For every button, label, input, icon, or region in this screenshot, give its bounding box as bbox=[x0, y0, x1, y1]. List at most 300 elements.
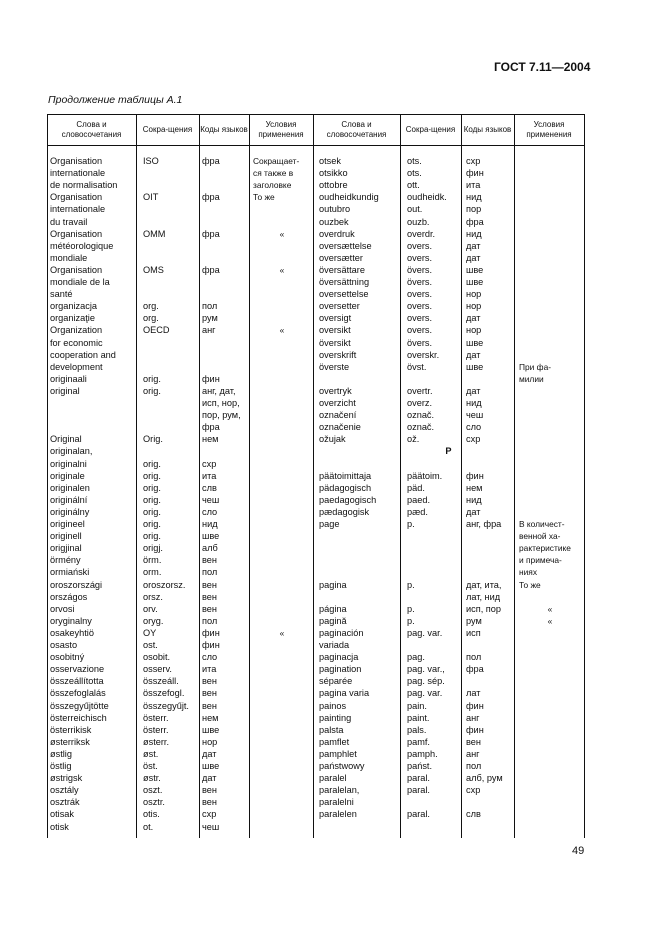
left-abbreviation-cell: ISO bbox=[143, 156, 159, 166]
right-language-code-cell: лат bbox=[466, 688, 481, 699]
column-divider bbox=[136, 114, 137, 838]
left-word-cell: originální bbox=[50, 494, 88, 505]
right-word-cell: pamflet bbox=[319, 736, 350, 747]
right-language-code-cell: алб, рум bbox=[466, 773, 503, 784]
left-usage-note: « bbox=[279, 228, 285, 239]
left-abbreviation-cell: összefogl. bbox=[143, 688, 185, 699]
left-language-code-cell: пол bbox=[202, 567, 218, 578]
left-word-cell: országos bbox=[50, 591, 88, 602]
right-abbreviation-cell: pamf. bbox=[407, 736, 430, 747]
left-language-code-cell: шве bbox=[202, 761, 220, 771]
right-word-cell: overskrift bbox=[319, 349, 357, 360]
left-language-code-cell: вен bbox=[202, 579, 217, 590]
left-abbreviation-cell: origj. bbox=[143, 543, 163, 554]
left-word-cell: otisak bbox=[50, 809, 75, 820]
right-word-cell: paginacja bbox=[319, 652, 359, 663]
left-language-code-cell: вен bbox=[202, 591, 217, 602]
left-abbreviation-cell: orig. bbox=[143, 458, 161, 469]
right-usage-note: ниях bbox=[519, 567, 538, 578]
left-abbreviation-cell: ot. bbox=[143, 821, 154, 832]
right-language-code-cell: пор bbox=[466, 204, 482, 215]
right-language-code-cell: слв bbox=[466, 809, 481, 820]
left-word-cell: santé bbox=[50, 289, 73, 300]
right-abbreviation-cell: overdr. bbox=[407, 228, 436, 239]
left-word-cell: osztály bbox=[50, 785, 79, 796]
right-abbreviation-cell: päd. bbox=[407, 482, 425, 493]
right-language-code-cell: шве bbox=[466, 337, 484, 348]
left-word-cell: originaali bbox=[50, 373, 87, 384]
left-word-cell: mondiale de la bbox=[50, 277, 110, 287]
left-language-code-cell: нем bbox=[202, 712, 219, 723]
right-abbreviation-cell: pag. sép. bbox=[407, 676, 445, 687]
right-abbreviation-cell: overs. bbox=[407, 325, 433, 336]
left-word-cell: Organization bbox=[50, 325, 103, 336]
left-language-code-cell: вен bbox=[202, 676, 217, 687]
right-word-cell: pädagogisch bbox=[319, 482, 372, 493]
right-language-code-cell: пол bbox=[466, 761, 482, 771]
left-language-code-cell: нор bbox=[202, 736, 218, 747]
left-word-cell: origjinal bbox=[50, 543, 82, 554]
left-abbreviation-cell: összegyűjt. bbox=[143, 700, 189, 711]
right-usage-note: милии bbox=[519, 373, 544, 384]
left-language-code-cell: схр bbox=[202, 458, 217, 469]
left-abbreviation-cell: otis. bbox=[143, 809, 160, 820]
right-abbreviation-cell: označ. bbox=[407, 422, 435, 433]
right-abbreviation-cell: paed. bbox=[407, 494, 430, 505]
left-word-cell: organizacja bbox=[50, 301, 97, 312]
left-word-cell: ormiański bbox=[50, 567, 90, 578]
left-abbreviation-cell: oroszorsz. bbox=[143, 579, 186, 590]
right-usage-note: рактеристике bbox=[519, 543, 571, 554]
left-word-cell: oroszországi bbox=[50, 579, 103, 590]
left-language-code-cell: слв bbox=[202, 482, 217, 493]
right-usage-note: В количест- bbox=[519, 519, 565, 529]
column-divider bbox=[514, 114, 515, 838]
right-language-code-cell: фра bbox=[466, 664, 484, 675]
right-language-code-cell: дат, ита, bbox=[466, 579, 502, 590]
right-abbreviation-cell: oudheidk. bbox=[407, 192, 447, 203]
right-word-cell: otsikko bbox=[319, 168, 348, 179]
left-word-cell: österreichisch bbox=[50, 712, 107, 723]
right-abbreviation-cell: overs. bbox=[407, 289, 433, 300]
right-language-code-cell: шве bbox=[466, 277, 484, 287]
left-word-cell: de normalisation bbox=[50, 180, 118, 191]
right-abbreviation-cell: p. bbox=[407, 579, 415, 590]
left-language-code-cell: вен bbox=[202, 603, 217, 614]
header-abbreviations-2: Сокра-щения bbox=[405, 124, 456, 134]
right-language-code-cell: нид bbox=[466, 494, 482, 505]
left-usage-note: « bbox=[279, 264, 285, 275]
left-usage-note: Сокращает- bbox=[253, 156, 300, 166]
right-usage-note: « bbox=[547, 603, 553, 614]
right-word-cell: overtryk bbox=[319, 385, 352, 396]
header-words: Слова и словосочетания bbox=[61, 119, 122, 139]
left-abbreviation-cell: OY bbox=[143, 627, 157, 638]
right-language-code-cell: рум bbox=[466, 615, 482, 626]
right-language-code-cell: вен bbox=[466, 736, 481, 747]
left-word-cell: örmény bbox=[50, 555, 81, 566]
left-language-code-cell: фра bbox=[202, 192, 220, 203]
right-abbreviation-cell: paral. bbox=[407, 809, 430, 820]
left-language-code-cell: фин bbox=[202, 640, 220, 650]
right-abbreviation-cell: ož. bbox=[407, 434, 420, 445]
right-word-cell: paginación bbox=[319, 627, 364, 638]
left-abbreviation-cell: Orig. bbox=[143, 434, 163, 445]
left-language-code-cell: фра bbox=[202, 264, 220, 275]
left-abbreviation-cell: OIT bbox=[143, 192, 159, 203]
right-word-cell: oudheidkundig bbox=[319, 192, 379, 203]
left-abbreviation-cell: org. bbox=[143, 313, 159, 324]
right-abbreviation-cell: pæd. bbox=[407, 506, 428, 517]
right-language-code-cell: анг bbox=[466, 748, 480, 759]
right-language-code-cell: шве bbox=[466, 264, 484, 275]
page-number: 49 bbox=[572, 845, 585, 857]
abbreviation-table bbox=[47, 114, 584, 838]
left-abbreviation-cell: OMS bbox=[143, 264, 164, 275]
left-abbreviation-cell: österr. bbox=[143, 712, 169, 723]
right-language-code-cell: исп bbox=[466, 627, 481, 638]
left-abbreviation-cell: österr. bbox=[143, 724, 169, 735]
left-language-code-cell: фин bbox=[202, 627, 220, 638]
right-word-cell: painting bbox=[319, 712, 352, 723]
left-word-cell: Organisation bbox=[50, 228, 103, 239]
left-abbreviation-cell: orig. bbox=[143, 482, 161, 493]
left-language-code-cell: схр bbox=[202, 809, 217, 820]
left-language-code-cell: чеш bbox=[202, 821, 220, 832]
right-abbreviation-cell: pag. bbox=[407, 652, 425, 663]
left-word-cell: originálny bbox=[50, 506, 90, 517]
left-abbreviation-cell: OECD bbox=[143, 325, 170, 336]
left-abbreviation-cell: osobit. bbox=[143, 652, 171, 663]
left-abbreviation-cell: orig. bbox=[143, 506, 161, 517]
left-abbreviation-cell: østerr. bbox=[143, 736, 170, 747]
right-word-cell: överste bbox=[319, 361, 350, 372]
left-abbreviation-cell: orig. bbox=[143, 385, 161, 396]
left-abbreviation-cell: ost. bbox=[143, 640, 158, 650]
right-word-cell: oversetter bbox=[319, 301, 360, 312]
right-abbreviation-cell: out. bbox=[407, 204, 423, 215]
right-language-code-cell: фин bbox=[466, 470, 484, 481]
right-language-code-cell: дат bbox=[466, 349, 481, 360]
right-word-cell: označení bbox=[319, 410, 357, 421]
right-abbreviation-cell: overs. bbox=[407, 301, 433, 312]
left-abbreviation-cell: øst. bbox=[143, 748, 159, 759]
table-continuation-caption: Продолжение таблицы А.1 bbox=[48, 94, 183, 106]
left-usage-note: заголовке bbox=[253, 180, 292, 191]
left-language-code-cell: пол bbox=[202, 615, 218, 626]
right-language-code-cell: пол bbox=[466, 652, 482, 663]
right-word-cell: oversettelse bbox=[319, 289, 369, 300]
left-abbreviation-cell: orig. bbox=[143, 519, 161, 529]
right-language-code-cell: дат bbox=[466, 313, 481, 324]
standard-number: ГОСТ 7.11—2004 bbox=[494, 60, 591, 74]
right-word-cell: översättning bbox=[319, 277, 370, 287]
right-language-code-cell: нор bbox=[466, 301, 482, 312]
left-abbreviation-cell: østr. bbox=[143, 773, 161, 784]
left-word-cell: orvosi bbox=[50, 603, 75, 614]
left-language-code-cell: ита bbox=[202, 664, 217, 675]
right-word-cell: otsek bbox=[319, 156, 341, 166]
right-usage-note: То же bbox=[519, 579, 541, 590]
right-word-cell: pædagogisk bbox=[319, 506, 370, 517]
right-abbreviation-cell: paral. bbox=[407, 773, 430, 784]
left-word-cell: österrikisk bbox=[50, 724, 92, 735]
right-word-cell: página bbox=[319, 603, 347, 614]
right-word-cell: pagination bbox=[319, 664, 362, 675]
right-language-code-cell: схр bbox=[466, 156, 481, 166]
right-word-cell: ottobre bbox=[319, 180, 348, 191]
right-word-cell: overzicht bbox=[319, 398, 356, 408]
left-language-code-cell: вен bbox=[202, 555, 217, 566]
left-word-cell: Organisation bbox=[50, 156, 103, 166]
left-abbreviation-cell: orig. bbox=[143, 531, 161, 542]
right-word-cell: paralel bbox=[319, 773, 347, 784]
left-language-code-cell: фра bbox=[202, 228, 220, 239]
right-language-code-cell: лат, нид bbox=[466, 591, 501, 602]
right-abbreviation-cell: pag. var., bbox=[407, 664, 445, 675]
right-abbreviation-cell: p. bbox=[407, 519, 415, 529]
right-word-cell: översikt bbox=[319, 337, 351, 348]
left-language-code-cell: фра bbox=[202, 156, 220, 166]
right-abbreviation-cell: označ. bbox=[407, 410, 435, 421]
left-language-code-cell: фин bbox=[202, 373, 220, 384]
right-word-cell: painos bbox=[319, 700, 347, 711]
left-word-cell: du travail bbox=[50, 216, 88, 227]
left-word-cell: original bbox=[50, 385, 80, 396]
left-language-code-cell: сло bbox=[202, 652, 218, 663]
left-usage-note: То же bbox=[253, 192, 275, 203]
left-word-cell: Original bbox=[50, 434, 82, 445]
header-abbreviations: Сокра-щения bbox=[142, 124, 193, 134]
right-word-cell: paralelan, bbox=[319, 785, 360, 796]
right-word-cell: oversigt bbox=[319, 313, 352, 324]
left-word-cell: osasto bbox=[50, 640, 78, 650]
left-word-cell: cooperation and bbox=[50, 349, 116, 360]
left-abbreviation-cell: orm. bbox=[143, 567, 162, 578]
right-language-code-cell: схр bbox=[466, 785, 481, 796]
right-word-cell: państwowy bbox=[319, 761, 365, 771]
right-word-cell: paralelen bbox=[319, 809, 357, 820]
left-abbreviation-cell: örm. bbox=[143, 555, 162, 566]
left-language-code-cell: шве bbox=[202, 724, 220, 735]
right-language-code-cell: анг bbox=[466, 712, 480, 723]
right-language-code-cell: нид bbox=[466, 398, 482, 408]
right-language-code-cell: нид bbox=[466, 192, 482, 203]
left-word-cell: mondiale bbox=[50, 252, 88, 263]
right-word-cell: pagina varia bbox=[319, 688, 370, 699]
left-language-code-cell: сло bbox=[202, 506, 218, 517]
right-abbreviation-cell: p. bbox=[407, 615, 415, 626]
right-word-cell: översättare bbox=[319, 264, 365, 275]
right-abbreviation-cell: övst. bbox=[407, 361, 427, 372]
left-language-code-cell: дат bbox=[202, 773, 217, 784]
left-word-cell: østlig bbox=[50, 748, 72, 759]
right-abbreviation-cell: overs. bbox=[407, 240, 433, 251]
left-usage-note: « bbox=[279, 325, 285, 336]
right-word-cell: paedagogisch bbox=[319, 494, 377, 505]
left-word-cell: originell bbox=[50, 531, 82, 542]
right-word-cell: pagina bbox=[319, 579, 347, 590]
left-word-cell: originalan, bbox=[50, 446, 93, 457]
left-word-cell: osztrák bbox=[50, 797, 80, 808]
left-word-cell: osservazione bbox=[50, 664, 105, 675]
right-abbreviation-cell: ots. bbox=[407, 156, 422, 166]
left-word-cell: originalen bbox=[50, 482, 90, 493]
left-language-code-cell: вен bbox=[202, 785, 217, 796]
left-abbreviation-cell: öst. bbox=[143, 761, 158, 771]
right-language-code-cell: схр bbox=[466, 434, 481, 445]
left-word-cell: otisk bbox=[50, 821, 69, 832]
right-language-code-cell: нор bbox=[466, 325, 482, 336]
left-language-code-cell: пор, рум, bbox=[202, 410, 241, 421]
right-word-cell: variada bbox=[319, 640, 350, 650]
right-word-cell: pamphlet bbox=[319, 748, 357, 759]
section-letter: P bbox=[445, 446, 452, 457]
right-abbreviation-cell: ouzb. bbox=[407, 216, 430, 227]
right-abbreviation-cell: pamph. bbox=[407, 748, 438, 759]
left-word-cell: østerriksk bbox=[50, 736, 90, 747]
right-abbreviation-cell: pain. bbox=[407, 700, 427, 711]
left-abbreviation-cell: orv. bbox=[143, 603, 158, 614]
left-abbreviation-cell: orig. bbox=[143, 470, 161, 481]
right-usage-note: и примеча- bbox=[519, 555, 562, 566]
right-abbreviation-cell: overs. bbox=[407, 252, 433, 263]
right-language-code-cell: нор bbox=[466, 289, 482, 300]
left-word-cell: internationale bbox=[50, 168, 106, 179]
right-language-code-cell: шве bbox=[466, 361, 484, 372]
column-divider bbox=[199, 114, 200, 838]
left-language-code-cell: фра bbox=[202, 422, 220, 433]
right-language-code-cell: сло bbox=[466, 422, 482, 433]
right-abbreviation-cell: övers. bbox=[407, 277, 433, 287]
left-language-code-cell: рум bbox=[202, 313, 218, 324]
left-word-cell: østrigsk bbox=[50, 773, 83, 784]
right-word-cell: séparée bbox=[319, 676, 353, 687]
right-abbreviation-cell: overskr. bbox=[407, 349, 440, 360]
column-divider bbox=[400, 114, 401, 838]
header-usage-conditions-2: Условия применения bbox=[526, 119, 572, 139]
right-language-code-cell: дат bbox=[466, 252, 481, 263]
left-abbreviation-cell: osztr. bbox=[143, 797, 165, 808]
left-language-code-cell: алб bbox=[202, 543, 218, 554]
right-word-cell: oversætter bbox=[319, 252, 363, 263]
left-word-cell: originale bbox=[50, 470, 85, 481]
left-abbreviation-cell: orsz. bbox=[143, 591, 163, 602]
right-language-code-cell: дат bbox=[466, 240, 481, 251]
left-language-code-cell: дат bbox=[202, 748, 217, 759]
right-abbreviation-cell: overs. bbox=[407, 313, 433, 324]
left-abbreviation-cell: orig. bbox=[143, 494, 161, 505]
column-divider bbox=[461, 114, 462, 838]
left-word-cell: originalni bbox=[50, 458, 87, 469]
left-word-cell: osakeyhtiö bbox=[50, 627, 94, 638]
right-abbreviation-cell: övers. bbox=[407, 337, 433, 348]
right-abbreviation-cell: pag. var. bbox=[407, 688, 443, 699]
right-word-cell: oversikt bbox=[319, 325, 351, 336]
left-abbreviation-cell: oryg. bbox=[143, 615, 164, 626]
right-abbreviation-cell: ots. bbox=[407, 168, 422, 179]
right-word-cell: oversættelse bbox=[319, 240, 372, 251]
right-abbreviation-cell: övers. bbox=[407, 264, 433, 275]
right-language-code-cell: нем bbox=[466, 482, 483, 493]
header-bottom-border bbox=[47, 145, 584, 146]
left-word-cell: összeállította bbox=[50, 676, 104, 687]
left-word-cell: météorologique bbox=[50, 240, 114, 251]
right-word-cell: pagină bbox=[319, 615, 347, 626]
header-words-2: Слова и словосочетания bbox=[326, 119, 387, 139]
left-language-code-cell: анг bbox=[202, 325, 216, 336]
header-language-codes: Коды языков bbox=[200, 124, 248, 134]
right-word-cell: overdruk bbox=[319, 228, 355, 239]
right-language-code-cell: фин bbox=[466, 724, 484, 735]
left-abbreviation-cell: OMM bbox=[143, 228, 166, 239]
left-word-cell: összegyűjtötte bbox=[50, 700, 109, 711]
right-word-cell: palsta bbox=[319, 724, 344, 735]
right-language-code-cell: ита bbox=[466, 180, 481, 191]
left-abbreviation-cell: orig. bbox=[143, 373, 161, 384]
left-word-cell: oryginalny bbox=[50, 615, 92, 626]
left-usage-note: ся также в bbox=[253, 168, 294, 179]
right-language-code-cell: фин bbox=[466, 168, 484, 179]
left-language-code-cell: чеш bbox=[202, 494, 220, 505]
left-language-code-cell: нем bbox=[202, 434, 219, 445]
left-word-cell: organizaţie bbox=[50, 313, 95, 324]
left-language-code-cell: пол bbox=[202, 301, 218, 312]
left-word-cell: origineel bbox=[50, 519, 85, 529]
left-word-cell: osobitný bbox=[50, 652, 85, 663]
right-language-code-cell: фра bbox=[466, 216, 484, 227]
right-language-code-cell: нид bbox=[466, 228, 482, 239]
left-abbreviation-cell: osserv. bbox=[143, 664, 172, 675]
column-divider bbox=[249, 114, 250, 838]
left-word-cell: for economic bbox=[50, 337, 103, 348]
right-usage-note: При фа- bbox=[519, 361, 552, 372]
right-abbreviation-cell: paint. bbox=[407, 712, 430, 723]
right-word-cell: page bbox=[319, 519, 340, 529]
right-language-code-cell: анг, фра bbox=[466, 519, 502, 529]
right-abbreviation-cell: państ. bbox=[407, 761, 433, 771]
right-language-code-cell: дат bbox=[466, 506, 481, 517]
right-abbreviation-cell: pag. var. bbox=[407, 627, 443, 638]
left-abbreviation-cell: összeáll. bbox=[143, 676, 179, 687]
right-abbreviation-cell: pals. bbox=[407, 724, 427, 735]
left-word-cell: összefoglalás bbox=[50, 688, 106, 699]
header-usage-conditions: Условия применения bbox=[258, 119, 304, 139]
left-word-cell: östlig bbox=[50, 761, 72, 771]
right-word-cell: ouzbek bbox=[319, 216, 349, 227]
table-right-border bbox=[584, 114, 585, 838]
left-abbreviation-cell: org. bbox=[143, 301, 159, 312]
right-language-code-cell: чеш bbox=[466, 410, 484, 421]
left-word-cell: Organisation bbox=[50, 192, 103, 203]
table-left-border bbox=[47, 114, 48, 838]
right-abbreviation-cell: ott. bbox=[407, 180, 420, 191]
right-abbreviation-cell: p. bbox=[407, 603, 415, 614]
left-language-code-cell: ита bbox=[202, 470, 217, 481]
left-word-cell: Organisation bbox=[50, 264, 103, 275]
right-abbreviation-cell: paral. bbox=[407, 785, 430, 796]
header-language-codes-2: Коды языков bbox=[463, 124, 512, 134]
left-language-code-cell: вен bbox=[202, 797, 217, 808]
left-word-cell: internationale bbox=[50, 204, 106, 215]
left-language-code-cell: нид bbox=[202, 519, 218, 529]
left-word-cell: development bbox=[50, 361, 103, 372]
right-word-cell: paralelni bbox=[319, 797, 354, 808]
right-language-code-cell: фин bbox=[466, 700, 484, 711]
right-usage-note: « bbox=[547, 615, 553, 626]
left-language-code-cell: исп, нор, bbox=[202, 398, 240, 408]
right-word-cell: outubro bbox=[319, 204, 351, 215]
